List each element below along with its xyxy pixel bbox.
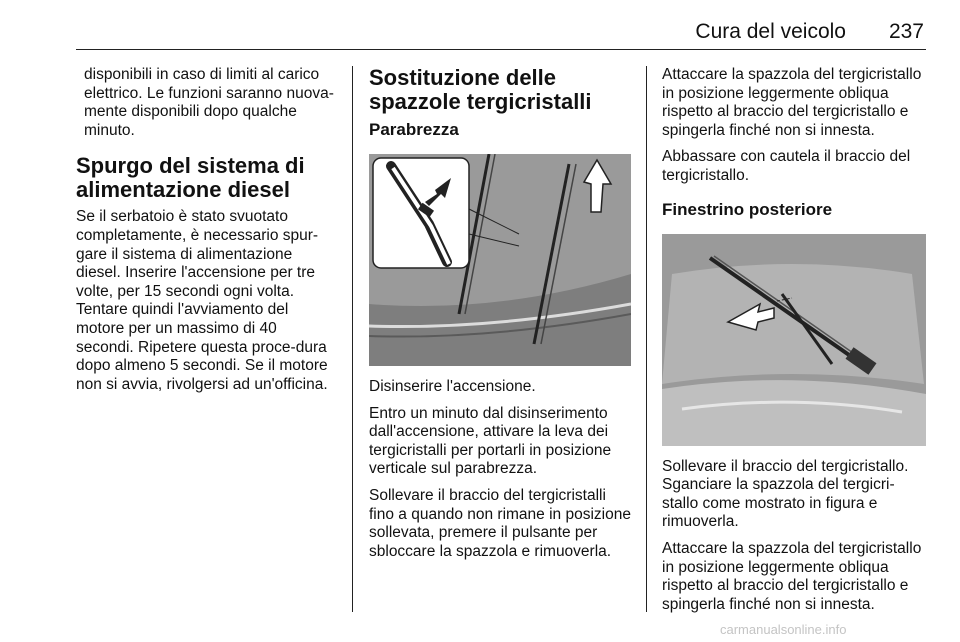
paragraph-sollevare: Sollevare il braccio del tergicristalli fino a quando non rimane in posizione sollevata, premere il pulsante per sbloccare la spazzola e rimuoverla. [369,486,631,560]
header-rule [76,49,926,50]
paragraph-spurgo: Se il serbatoio è stato svuotato completamente, è necessario spur-gare il sistema di alimentazione diesel. Inserire l'accensione per tre volte, per 15 secondi ogni volta. Tentare quindi l'avviamento del motore per un massimo di 40 secondi. Ripetere questa proce-dura dopo almeno 5 secondi. Se il motore non si avvia, rivolgersi ad un'officina. [76,208,328,393]
windshield-wiper-illustration [369,154,631,366]
heading-sostituzione: Sostituzione delle spazzole tergicristalli [369,65,592,114]
paragraph-attaccare-1: Attaccare la spazzola del tergicristallo in posizione leggermente obliqua rispetto al braccio del tergicristallo e spingerla finché non si innesta. [662,66,922,139]
paragraph-sollevare-rear: Sollevare il braccio del tergicristallo. Sganciare la spazzola del tergicri-stallo come mostrato in figura e rimuoverla. [662,457,909,531]
heading-parabrezza: Parabrezza [369,120,459,139]
paragraph-disinserire: Disinserire l'accensione. [369,378,536,395]
page-header [76,14,926,50]
heading-spurgo: Spurgo del sistema di alimentazione diesel [76,153,305,203]
paragraph-attaccare-2: Attaccare la spazzola del tergicristallo in posizione leggermente obliqua rispetto al braccio del tergicristallo e spingerla finché non si innesta. [662,539,922,613]
column-1 [76,66,338,402]
paragraph-abbassare: Abbassare con cautela il braccio del tergicristallo. [662,148,911,184]
rear-wiper-illustration [662,234,926,446]
paragraph-entro: Entro un minuto dal disinserimento dall'accensione, attivare la leva dei tergicristalli per portarli in posizione verticale sul parabrezza. [369,404,612,478]
column-3 [662,66,926,622]
continued-paragraph: disponibili in caso di limiti al carico elettrico. Le funzioni saranno nuova-mente disponibili dopo qualche minuto. [84,66,334,139]
column-2 [369,66,631,569]
watermark: carmanualsonline.info [720,622,847,637]
section-title: Cura del veicolo [695,20,846,43]
column-divider-1 [352,66,353,612]
page-number: 237 [888,20,924,43]
column-divider-2 [646,66,647,612]
heading-finestrino: Finestrino posteriore [662,199,833,219]
